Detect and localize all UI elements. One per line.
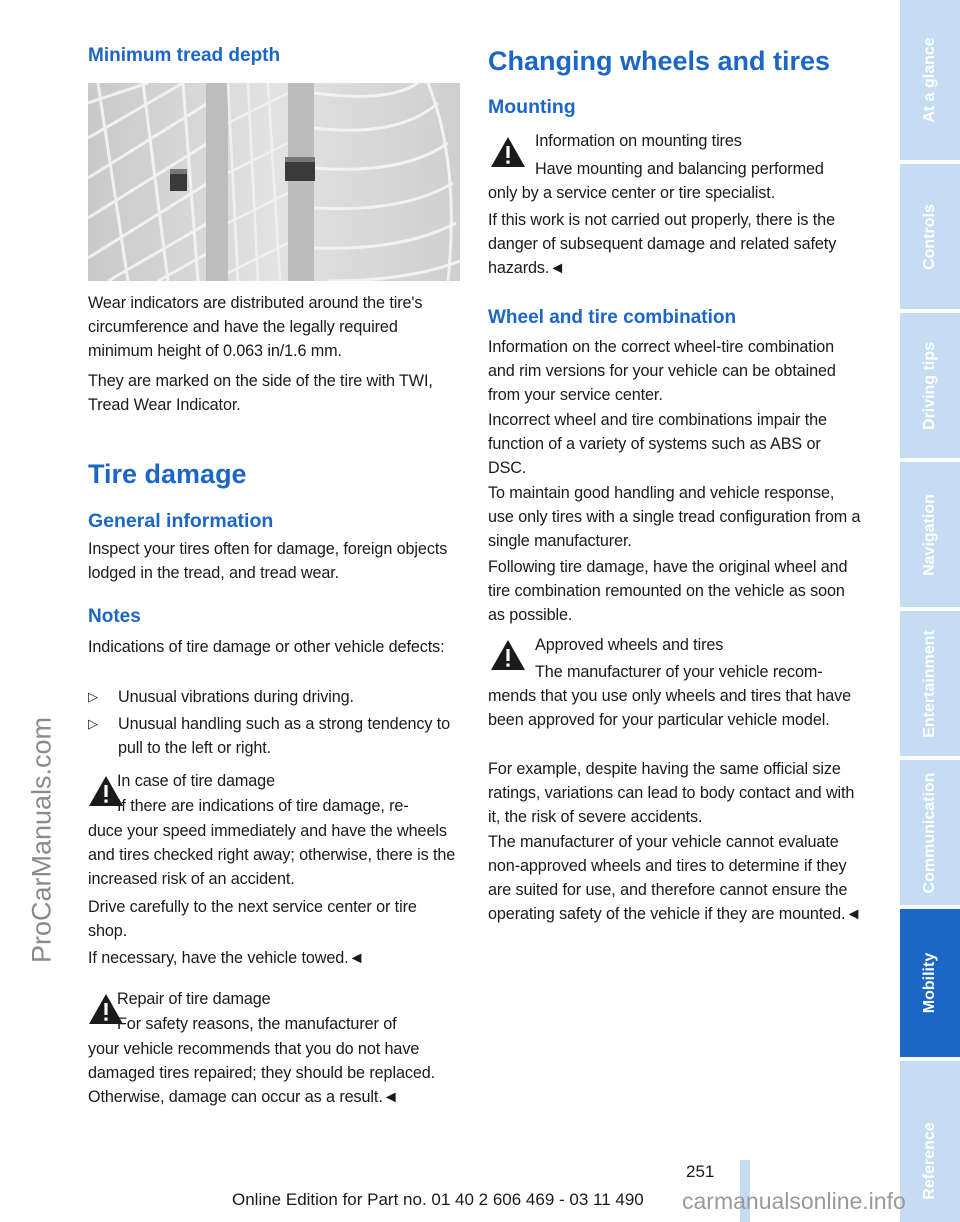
evaluate-paragraph: The manufacturer of your vehicle cannot evaluate non-approved wheels and tires to determine if they are suited for use, and therefore cannot ensure the operating safety of the vehicle if they are mounted.◄: [488, 833, 862, 923]
wheel-tire-combination-heading: Wheel and tire combination: [488, 307, 737, 328]
warning-4-title: Approved wheels and tires: [535, 636, 724, 654]
combination-paragraph-1: Information on the correct wheel-tire combination and rim versions for your vehicle can be obtained from your service center.: [488, 338, 836, 404]
wear-paragraph-2: They are marked on the side of the tire with TWI, Tread Wear Indicator.: [88, 372, 433, 414]
min-tread-heading: Minimum tread depth: [88, 45, 281, 66]
list-item: [88, 685, 460, 709]
tab-label: At a glance: [921, 37, 938, 123]
example-paragraph: For example, despite having the same official size ratings, variations can lead to body contact and with it, the risk of severe accidents.: [488, 760, 855, 826]
tab-entertainment[interactable]: [900, 611, 960, 756]
tab-label: Navigation: [921, 493, 938, 576]
mounting-heading: Mounting: [488, 96, 576, 118]
mounting-paragraph: If this work is not carried out properly, there is the danger of subsequent damage and related safety hazards.◄: [488, 211, 837, 277]
warning-triangle-icon: [490, 639, 526, 671]
warning-triangle-icon: [490, 136, 526, 168]
towed-paragraph: If necessary, have the vehicle towed.◄: [88, 949, 365, 967]
warning-4-first-line: The manufacturer of your vehicle recom-: [535, 663, 823, 681]
warning-3-title: Information on mounting tires: [535, 132, 742, 150]
notes-paragraph: Indications of tire damage or other vehicle defects:: [88, 638, 445, 656]
tab-communication[interactable]: [900, 760, 960, 905]
page-number: 251: [686, 1162, 715, 1181]
tab-label: Mobility: [921, 952, 938, 1014]
list-item: [88, 712, 460, 760]
warning-1-first-line: If there are indications of tire damage, re-: [117, 797, 409, 815]
tire-damage-heading: Tire damage: [88, 459, 247, 489]
tab-label: Reference: [921, 1122, 938, 1200]
warning-3-first-line: Have mounting and balancing performed: [535, 160, 824, 178]
warning-4-text: mends that you use only wheels and tires that have been approved for your particular vehicle model.: [488, 687, 852, 729]
tab-navigation[interactable]: [900, 462, 960, 607]
warning-1-text: duce your speed immediately and have the wheels and tires checked right away; otherwise, there is the increased risk of an accident.: [88, 822, 456, 888]
tab-label: Communication: [921, 772, 938, 893]
drive-carefully-paragraph: Drive carefully to the next service center or tire shop.: [88, 898, 417, 940]
combination-paragraph-3: To maintain good handling and vehicle response, use only tires with a single tread configuration from a single manufacturer.: [488, 484, 861, 550]
tab-reference[interactable]: [900, 1061, 960, 1222]
combination-paragraph-2: Incorrect wheel and tire combinations impair the function of a variety of systems such as ABS or DSC.: [488, 411, 827, 477]
tab-label: Driving tips: [921, 341, 938, 430]
warning-1-title: In case of tire damage: [117, 772, 275, 790]
notes-heading: Notes: [88, 606, 141, 627]
tire-tread-illustration: [88, 83, 460, 281]
triangle-right-bullet-icon: ▷: [88, 716, 98, 731]
warning-2-text: your vehicle recommends that you do not have damaged tires repaired; they should be replaced. Otherwise, damage can occur as a result.◄: [88, 1040, 436, 1106]
tire-tread-image: [88, 83, 460, 281]
warning-2-first-line: For safety reasons, the manufacturer of: [117, 1015, 397, 1033]
wear-paragraph-1: Wear indicators are distributed around the tire's circumference and have the legally required minimum height of 0.063 in/1.6 mm.: [88, 294, 423, 360]
changing-wheels-heading: Changing wheels and tires: [488, 46, 831, 76]
general-information-paragraph: Inspect your tires often for damage, foreign objects lodged in the tread, and tread wear.: [88, 540, 448, 582]
footer-edition-text: Online Edition for Part no. 01 40 2 606 469 - 03 11 490: [232, 1190, 644, 1209]
tab-label: Controls: [921, 203, 938, 270]
watermark: ProCarManuals.com: [26, 716, 57, 964]
triangle-right-bullet-icon: ▷: [88, 689, 98, 704]
general-information-heading: General information: [88, 510, 274, 532]
tab-at-a-glance[interactable]: [900, 0, 960, 160]
combination-paragraph-4: Following tire damage, have the original wheel and tire combination remounted on the vehicle as soon as possible.: [488, 558, 848, 624]
chapter-tabs: [900, 0, 960, 1222]
warning-2-title: Repair of tire damage: [117, 990, 271, 1008]
warning-3-text: only by a service center or tire specialist.: [488, 184, 776, 202]
tab-driving-tips[interactable]: [900, 313, 960, 458]
footer-site-watermark: carmanualsonline.info: [682, 1188, 906, 1214]
bullet-text: Unusual vibrations during driving.: [118, 688, 354, 706]
tab-controls[interactable]: [900, 164, 960, 309]
tab-label: Entertainment: [921, 629, 938, 738]
bullet-text: Unusual handling such as a strong tendency to pull to the left or right.: [118, 715, 451, 757]
tab-mobility[interactable]: [900, 909, 960, 1057]
